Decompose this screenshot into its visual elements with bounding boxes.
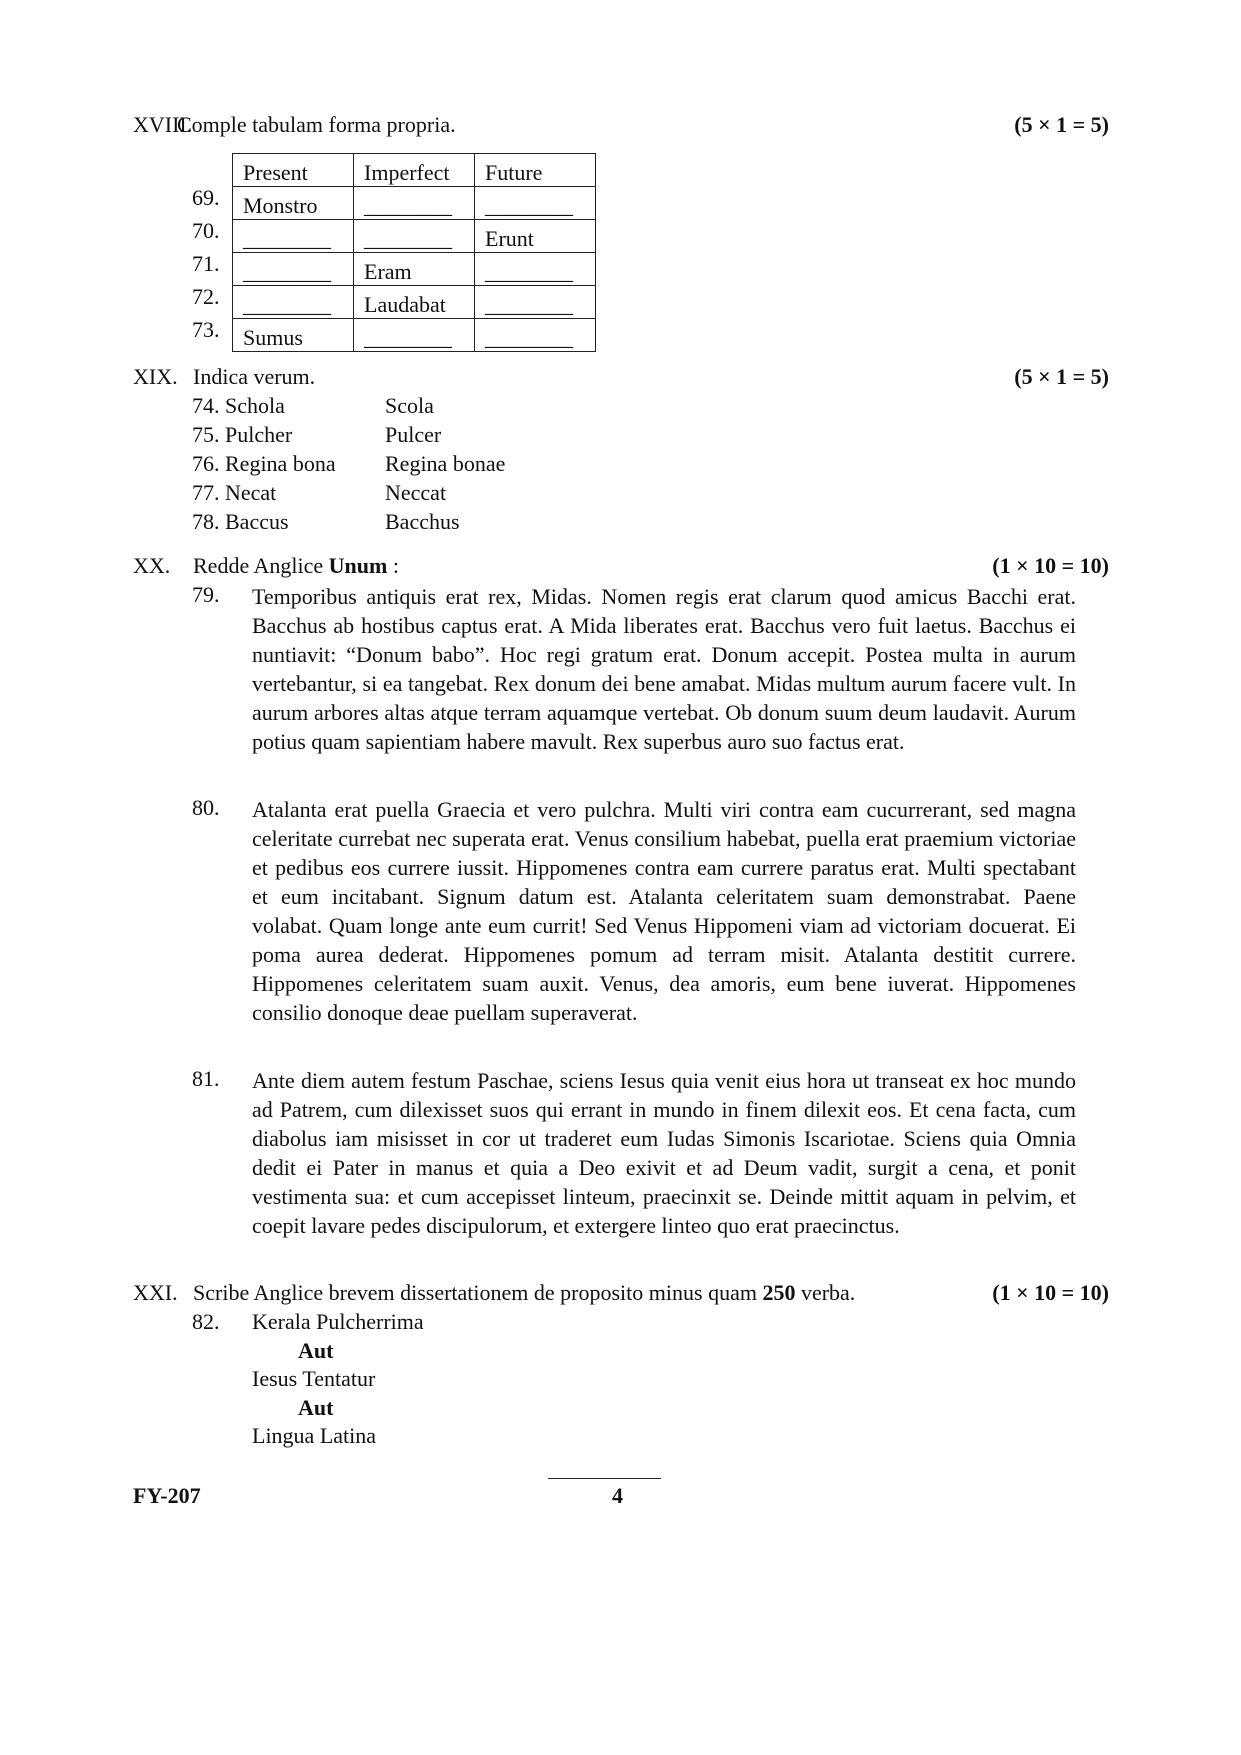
- table-cell: ________: [354, 220, 475, 253]
- passage-number: 79.: [192, 582, 220, 607]
- essay-topic: Iesus Tentatur: [252, 1366, 376, 1391]
- question-instruction: Comple tabulam forma propria.: [177, 112, 456, 137]
- table-cell: ________: [233, 253, 354, 286]
- or-separator: Aut: [298, 1395, 334, 1420]
- question-instruction: Indica verum.: [193, 364, 316, 389]
- option-b: Bacchus: [385, 509, 460, 534]
- question-18-heading: [133, 112, 456, 138]
- table-cell: ________: [475, 319, 596, 352]
- row-number: 73.: [192, 317, 220, 342]
- question-19-marks: (5 × 1 = 5): [1014, 364, 1109, 389]
- table-cell: ________: [475, 253, 596, 286]
- option-b: Neccat: [385, 480, 447, 505]
- passage-text: Atalanta erat puella Graecia et vero pulchra. Multi viri contra eam cucurrerant, sed magna celeritate currebat nec superata erat. Venus consilium habebat, puella erat praemium victoriae et pedibus eos currere iussit. Hippomenes contra eam currere paratus erat. Multi spectabant et eum incitabant. Signum datum est. Atalanta celeritatem suam demonstrabat. Paene volabat. Quam longe ante eum currit! Sed Venus Hippomeni viam ad victoriam docuerat. Ei poma aurea dederat. Hippomenes pomum ad terram misit. Atalanta destitit currere. Hippomenes celeritatem suam auxit. Venus, dea amoris, eum bene iuverat. Hippomenes consilio donoque deae puellam superaverat.: [252, 797, 1076, 1025]
- table-cell: ________: [475, 187, 596, 220]
- row-number: 70.: [192, 218, 220, 243]
- question-number: XIX.: [133, 364, 178, 389]
- passage-text: Temporibus antiquis erat rex, Midas. Nomen regis erat clarum quod amicus Bacchi erat. Bacchus ab hostibus captus erat. A Mida liberates erat. Bacchus vero fuit laetus. Bacchus ei nuntiavit: “Donum babo”. Hoc regi gratum erat. Donum accepit. Postea multa in aurum vertebantur, si ea tangebat. Rex donum dei bene amabat. Midas multum aurum facere vult. In aurum arbores altas atque terram aquamque vertebat. Ob donum suum deum laudavit. Aurum potius quam sapientiam habere mavult. Rex superbus auro suo factus erat.: [252, 584, 1076, 754]
- essay-topic: Lingua Latina: [252, 1423, 377, 1448]
- option-b: Pulcer: [385, 422, 442, 447]
- question-instruction: Scribe Anglice brevem dissertationem de proposito minus quam: [193, 1280, 763, 1305]
- option-a: 74. Schola: [192, 393, 285, 418]
- table-header: Future: [475, 154, 596, 187]
- table-cell: ________: [354, 319, 475, 352]
- table-cell: ________: [233, 220, 354, 253]
- option-a: 75. Pulcher: [192, 422, 293, 447]
- item-number: 82.: [192, 1309, 220, 1334]
- option-a: 76. Regina bona: [192, 451, 336, 476]
- verb-tense-table: [232, 153, 596, 352]
- question-number: XXI.: [133, 1280, 178, 1305]
- question-18-marks: (5 × 1 = 5): [1014, 112, 1109, 137]
- question-instruction-tail: verba.: [795, 1280, 856, 1305]
- table-row: [233, 220, 596, 253]
- option-b: Regina bonae: [385, 451, 506, 476]
- question-instruction-emphasis: Unum: [328, 553, 388, 578]
- page-number: 4: [612, 1483, 623, 1508]
- table-row: [233, 253, 596, 286]
- end-rule: [548, 1478, 661, 1479]
- table-cell: Monstro: [233, 187, 354, 220]
- question-21-heading: [133, 1280, 855, 1306]
- essay-topic: Kerala Pulcherrima: [252, 1309, 424, 1334]
- passage-number: 80.: [192, 795, 220, 820]
- table-cell: Eram: [354, 253, 475, 286]
- table-header: Present: [233, 154, 354, 187]
- option-a: 78. Baccus: [192, 509, 289, 534]
- question-number: XVIII.: [133, 112, 193, 137]
- question-instruction-emphasis: 250: [762, 1280, 796, 1305]
- table-cell: Erunt: [475, 220, 596, 253]
- table-header-row: [233, 154, 596, 187]
- option-a: 77. Necat: [192, 480, 277, 505]
- passage-number: 81.: [192, 1066, 220, 1091]
- row-number: 69.: [192, 185, 220, 210]
- table-cell: ________: [354, 187, 475, 220]
- question-21-marks: (1 × 10 = 10): [992, 1280, 1109, 1305]
- table-row: [233, 286, 596, 319]
- table-cell: ________: [475, 286, 596, 319]
- table-header: Imperfect: [354, 154, 475, 187]
- question-20-heading: [133, 553, 399, 579]
- paper-code: FY-207: [133, 1483, 201, 1508]
- option-b: Scola: [385, 393, 434, 418]
- question-instruction-tail: :: [387, 553, 399, 578]
- table-cell: ________: [233, 286, 354, 319]
- table-cell: Laudabat: [354, 286, 475, 319]
- row-number: 71.: [192, 251, 220, 276]
- passage-text: Ante diem autem festum Paschae, sciens Iesus quia venit eius hora ut transeat ex hoc mundo ad Patrem, cum dilexisset suos qui errant in mundo in finem dilexit eos. Et cena facta, cum diabolus iam misisset in cor ut traderet eum Iudas Simonis Iscariotae. Sciens quia Omnia dedit ei Pater in manus et quia a Deo exivit et ad Deum vadit, surgit a cena, et ponit vestimenta sua: et cum accepisset linteum, praecinxit se. Deinde mittit aquam in pelvim, et coepit lavare pedes discipulorum, et extergere linteo quo erat praecinctus.: [252, 1068, 1076, 1238]
- question-instruction: Redde Anglice: [193, 553, 329, 578]
- question-19-heading: [133, 364, 315, 390]
- question-20-marks: (1 × 10 = 10): [992, 553, 1109, 578]
- table-cell: Sumus: [233, 319, 354, 352]
- row-number: 72.: [192, 284, 220, 309]
- list-item: [192, 480, 447, 506]
- table-row: [233, 187, 596, 220]
- table-row: [233, 319, 596, 352]
- or-separator: Aut: [298, 1338, 334, 1363]
- list-item: [192, 451, 506, 477]
- list-item: [192, 422, 442, 448]
- list-item: [192, 509, 460, 535]
- question-number: XX.: [133, 553, 171, 578]
- list-item: [192, 393, 434, 419]
